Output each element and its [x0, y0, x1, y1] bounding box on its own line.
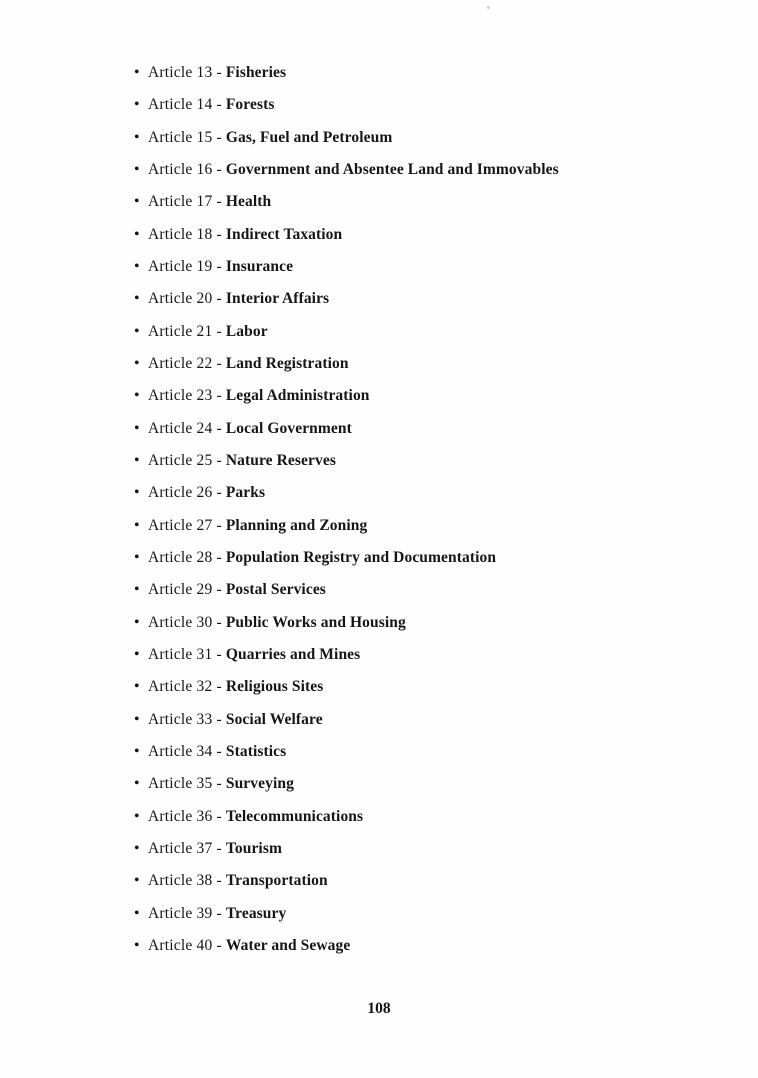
bullet-icon: • [134, 678, 140, 696]
bullet-icon: • [134, 581, 140, 599]
list-item [134, 225, 738, 257]
article-topic: Government and Absentee Land and Immovables [225, 160, 559, 178]
list-item [134, 613, 738, 645]
list-item [134, 839, 738, 871]
list-item [134, 871, 738, 903]
bullet-icon: • [134, 548, 140, 566]
article-number: Article 35 - [148, 775, 222, 793]
article-number: Article 34 - [148, 742, 222, 760]
list-item [134, 516, 738, 548]
bullet-icon: • [134, 257, 140, 275]
article-number: Article 19 - [148, 257, 222, 275]
list-item [134, 645, 738, 677]
article-topic: Forests [225, 96, 275, 114]
list-item [134, 710, 738, 742]
article-topic: Social Welfare [225, 710, 323, 728]
article-topic: Public Works and Housing [225, 613, 406, 631]
article-topic: Nature Reserves [225, 451, 336, 469]
article-number: Article 29 - [148, 581, 222, 599]
article-number: Article 36 - [148, 807, 222, 825]
article-number: Article 31 - [148, 645, 222, 663]
article-number: Article 39 - [148, 904, 222, 922]
list-item [134, 483, 738, 515]
article-topic: Quarries and Mines [225, 645, 361, 663]
bullet-icon: • [134, 516, 140, 534]
article-topic: Local Government [225, 419, 352, 437]
bullet-icon: • [134, 613, 140, 631]
bullet-icon: • [134, 387, 140, 405]
list-item [134, 354, 738, 386]
list-item [134, 63, 738, 95]
bullet-icon: • [134, 936, 140, 954]
list-item [134, 160, 738, 192]
list-item [134, 289, 738, 321]
bullet-icon: • [134, 710, 140, 728]
list-item [134, 192, 738, 224]
list-item [134, 742, 738, 774]
article-topic: Transportation [225, 872, 328, 890]
article-number: Article 40 - [148, 936, 222, 954]
list-item [134, 677, 738, 709]
bullet-icon: • [134, 807, 140, 825]
article-number: Article 26 - [148, 484, 222, 502]
article-number: Article 15 - [148, 128, 222, 146]
article-number: Article 17 - [148, 193, 222, 211]
bullet-icon: • [134, 322, 140, 340]
list-item [134, 322, 738, 354]
article-topic: Tourism [225, 839, 282, 857]
bullet-icon: • [134, 419, 140, 437]
article-number: Article 22 - [148, 354, 222, 372]
article-number: Article 37 - [148, 839, 222, 857]
article-number: Article 21 - [148, 322, 222, 340]
article-number: Article 25 - [148, 451, 222, 469]
article-topic: Fisheries [225, 64, 287, 81]
bullet-icon: • [134, 839, 140, 857]
article-number: Article 16 - [148, 160, 222, 178]
article-topic: Parks [225, 484, 266, 502]
article-number: Article 18 - [148, 225, 222, 243]
article-number: Article 20 - [148, 290, 222, 308]
bullet-icon: • [134, 225, 140, 243]
article-number: Article 13 - [148, 64, 222, 81]
article-topic: Legal Administration [225, 387, 370, 405]
article-topic: Telecommunications [225, 807, 364, 825]
list-item [134, 128, 738, 160]
bullet-icon: • [134, 96, 140, 114]
bullet-icon: • [134, 775, 140, 793]
bullet-icon: • [134, 193, 140, 211]
list-item [134, 386, 738, 418]
article-topic: Statistics [225, 742, 287, 760]
article-number: Article 33 - [148, 710, 222, 728]
bullet-icon: • [134, 451, 140, 469]
article-topic: Surveying [225, 775, 294, 793]
bullet-icon: • [134, 290, 140, 308]
article-topic: Religious Sites [225, 678, 324, 696]
article-topic: Health [225, 193, 272, 211]
article-topic: Interior Affairs [225, 290, 330, 308]
article-number: Article 28 - [148, 548, 222, 566]
list-item [134, 95, 738, 127]
list-item [134, 257, 738, 289]
article-number: Article 23 - [148, 387, 222, 405]
bullet-icon: • [134, 354, 140, 372]
article-number: Article 24 - [148, 419, 222, 437]
article-topic: Treasury [225, 904, 287, 922]
article-topic: Population Registry and Documentation [225, 548, 497, 566]
bullet-icon: • [134, 64, 140, 81]
list-item [134, 419, 738, 451]
list-item [134, 580, 738, 612]
bullet-icon: • [134, 872, 140, 890]
article-topic: Indirect Taxation [225, 225, 343, 243]
list-item [134, 807, 738, 839]
bullet-icon: • [134, 742, 140, 760]
article-number: Article 32 - [148, 678, 222, 696]
article-topic: Labor [225, 322, 268, 340]
list-item [134, 774, 738, 806]
bullet-icon: • [134, 484, 140, 502]
scan-artifact-dot [487, 6, 490, 9]
article-number: Article 14 - [148, 96, 222, 114]
bullet-icon: • [134, 904, 140, 922]
bullet-icon: • [134, 160, 140, 178]
article-topic: Postal Services [225, 581, 326, 599]
list-item [134, 451, 738, 483]
article-number: Article 30 - [148, 613, 222, 631]
page-number: 108 [367, 1000, 391, 1017]
list-item [134, 936, 738, 968]
bullet-icon: • [134, 128, 140, 146]
article-topic: Gas, Fuel and Petroleum [225, 128, 393, 146]
article-topic: Insurance [225, 257, 294, 275]
article-topic: Planning and Zoning [225, 516, 368, 534]
article-number: Article 38 - [148, 872, 222, 890]
list-item [134, 904, 738, 936]
article-topic: Water and Sewage [225, 936, 351, 954]
article-number: Article 27 - [148, 516, 222, 534]
article-topic: Land Registration [225, 354, 349, 372]
list-item [134, 548, 738, 580]
bullet-icon: • [134, 645, 140, 663]
